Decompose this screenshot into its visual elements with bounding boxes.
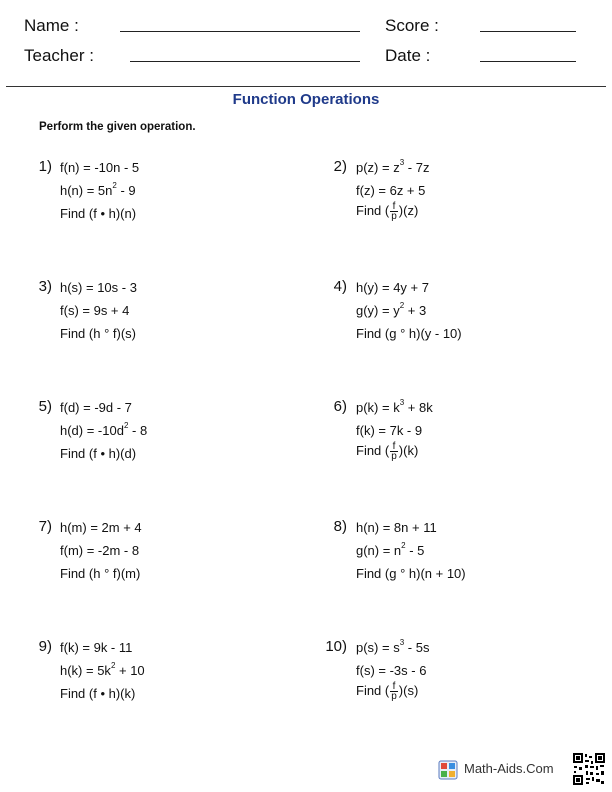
find-prompt: Find (g ° h)(y - 10) <box>356 326 462 341</box>
exponent: 2 <box>399 301 405 310</box>
function-definition-tail: - 5s <box>404 640 430 655</box>
fraction-denominator: p <box>391 691 397 702</box>
find-prompt-tail: )(k) <box>398 442 419 458</box>
problem-number: 5) <box>38 398 52 415</box>
problem-line <box>60 423 147 438</box>
problem-line <box>356 183 425 198</box>
problem-line <box>60 686 135 701</box>
problem-line <box>356 400 433 415</box>
function-definition-tail: - 8 <box>128 423 148 438</box>
score-label: Score : <box>385 16 439 35</box>
function-definition-tail: - 7z <box>404 160 430 175</box>
function-definition: f(k) = 7k - 9 <box>356 423 423 438</box>
exponent: 2 <box>110 661 116 670</box>
fraction-numerator: f <box>390 202 398 212</box>
problem-line <box>60 183 136 198</box>
function-definition: f(m) = -2m - 8 <box>60 543 140 558</box>
function-definition-tail: + 8k <box>404 400 433 415</box>
name-label: Name : <box>24 16 79 35</box>
fraction-numerator: f <box>390 682 398 692</box>
problem-line <box>356 543 424 558</box>
function-definition-tail: - 9 <box>116 183 136 198</box>
function-definition: f(k) = 9k - 11 <box>60 640 133 655</box>
problem-line <box>60 543 139 558</box>
function-definition: g(n) = n <box>356 543 402 558</box>
find-prompt: Find (f • h)(k) <box>60 686 136 701</box>
problem-line <box>60 206 136 221</box>
function-definition-tail: + 3 <box>404 303 427 318</box>
problem-number: 9) <box>38 638 52 655</box>
problem-line <box>60 280 137 295</box>
problem-line <box>356 423 422 438</box>
find-prompt: Find (g ° h)(n + 10) <box>356 566 466 581</box>
exponent: 2 <box>401 541 406 550</box>
problem-line <box>356 303 426 318</box>
function-definition: f(s) = -3s - 6 <box>356 663 427 678</box>
score-line[interactable] <box>480 31 576 32</box>
function-definition: h(m) = 2m + 4 <box>60 520 142 535</box>
find-prompt: Find (f • h)(n) <box>60 206 137 221</box>
problem-number: 1) <box>38 158 52 175</box>
problem-line <box>356 280 429 295</box>
problem-line <box>356 640 429 655</box>
problem-line <box>60 520 142 535</box>
teacher-label: Teacher : <box>24 46 94 65</box>
problem-number: 3) <box>38 278 52 295</box>
quotient-fraction <box>390 682 398 701</box>
find-prompt: Find ( <box>356 682 390 698</box>
find-prompt: Find (h ° f)(m) <box>60 566 141 581</box>
problem-line <box>60 663 145 678</box>
function-definition: f(s) = 9s + 4 <box>60 303 130 318</box>
quotient-fraction <box>390 442 398 461</box>
function-definition: h(k) = 5k <box>60 663 111 678</box>
problem-line <box>356 682 418 701</box>
exponent: 3 <box>399 158 405 167</box>
find-prompt: Find (f • h)(d) <box>60 446 137 461</box>
function-definition-tail: - 5 <box>405 543 425 558</box>
find-prompt: Find ( <box>356 442 390 458</box>
problem-line <box>60 160 139 175</box>
function-definition: f(n) = -10n - 5 <box>60 160 140 175</box>
teacher-line[interactable] <box>130 61 360 62</box>
function-definition: p(z) = z <box>356 160 400 175</box>
function-definition: h(d) = -10d <box>60 423 124 438</box>
function-definition: h(y) = 4y + 7 <box>356 280 429 295</box>
problem-line <box>60 400 132 415</box>
problem-number: 4) <box>333 278 347 295</box>
problem-line <box>356 326 462 341</box>
problem-number: 10) <box>325 638 347 655</box>
problem-line <box>356 442 418 461</box>
function-definition: g(y) = y <box>356 303 400 318</box>
function-definition: f(z) = 6z + 5 <box>356 183 426 198</box>
qr-code-icon <box>572 752 606 786</box>
find-prompt-tail: )(s) <box>398 682 419 698</box>
fraction-denominator: p <box>391 211 397 222</box>
problem-line <box>356 566 466 581</box>
problem-line <box>60 640 132 655</box>
fraction-numerator: f <box>390 442 398 452</box>
find-prompt: Find ( <box>356 202 390 218</box>
footer-site[interactable]: Math-Aids.Com <box>464 761 554 776</box>
exponent: 2 <box>123 421 129 430</box>
problem-line <box>356 663 426 678</box>
problem-line <box>60 326 136 341</box>
exponent: 2 <box>112 181 117 190</box>
problem-number: 2) <box>333 158 347 175</box>
name-line[interactable] <box>120 31 360 32</box>
function-definition: p(k) = k <box>356 400 400 415</box>
function-definition: h(s) = 10s - 3 <box>60 280 137 295</box>
problem-line <box>60 303 129 318</box>
find-prompt: Find (h ° f)(s) <box>60 326 136 341</box>
date-label: Date : <box>385 46 431 65</box>
exponent: 3 <box>399 398 405 407</box>
instructions: Perform the given operation. <box>39 121 196 133</box>
fraction-denominator: p <box>391 451 397 462</box>
problem-number: 7) <box>38 518 52 535</box>
problem-number: 8) <box>333 518 347 535</box>
problem-number: 6) <box>333 398 347 415</box>
find-prompt-tail: )(z) <box>398 202 419 218</box>
function-definition: f(d) = -9d - 7 <box>60 400 132 415</box>
function-definition: p(s) = s <box>356 640 400 655</box>
problem-line <box>356 520 437 535</box>
function-definition: h(n) = 5n <box>60 183 113 198</box>
exponent: 3 <box>399 638 405 647</box>
quotient-fraction <box>390 202 398 221</box>
problem-line <box>356 160 429 175</box>
worksheet-title: Function Operations <box>232 91 380 108</box>
problem-line <box>60 566 140 581</box>
function-definition-tail: + 10 <box>115 663 145 678</box>
header-divider <box>6 86 606 87</box>
problem-line <box>60 446 136 461</box>
math-aids-logo-icon <box>438 760 458 780</box>
problem-line <box>356 202 418 221</box>
date-line[interactable] <box>480 61 576 62</box>
function-definition: h(n) = 8n + 11 <box>356 520 437 535</box>
